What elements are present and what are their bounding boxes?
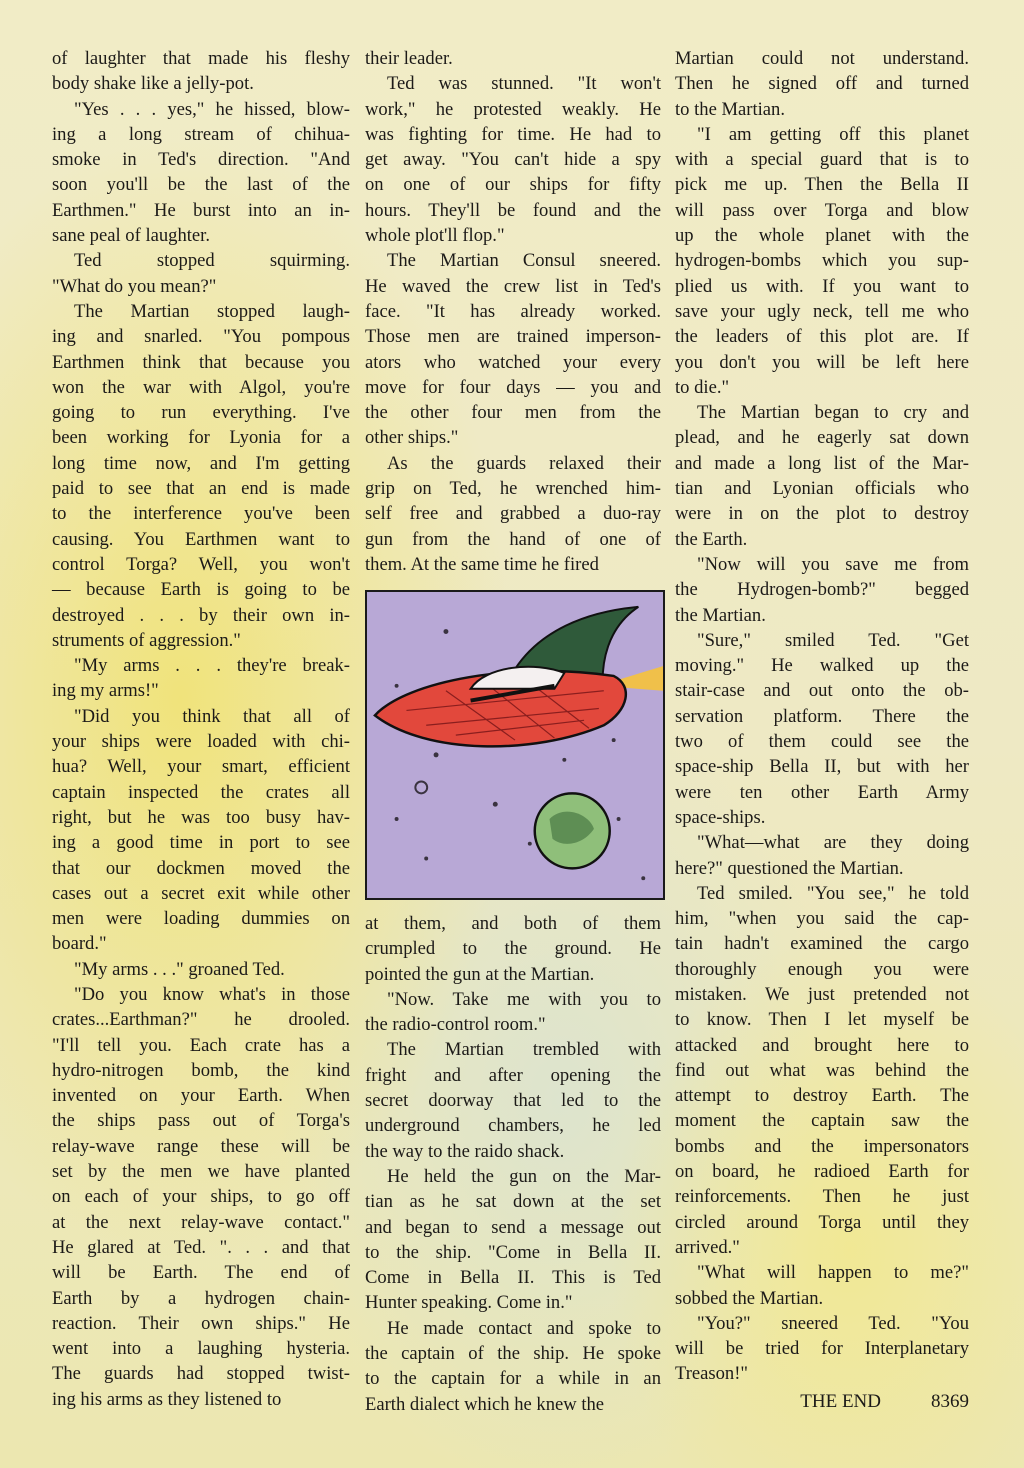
text-line: here?" questioned the Martian. [675, 857, 904, 879]
text-line: ing his arms as they listened to [52, 1388, 282, 1410]
text-line: underground chambers, he led [365, 1115, 661, 1137]
text-line: and began to send a message out [365, 1216, 661, 1238]
paragraph [365, 71, 661, 248]
text-line: at them, and both of them [365, 913, 661, 934]
text-line: He held the gun on the Mar- [387, 1165, 661, 1187]
text-line: He glared at Ted. ". . . and that [52, 1236, 350, 1258]
text-line: ators who watched your every [365, 351, 661, 373]
text-line: space-ship Bella II, but with her [675, 756, 969, 778]
text-line: sobbed the Martian. [675, 1287, 824, 1309]
text-line: paid to see that an end is made [52, 478, 350, 500]
paragraph [365, 1164, 661, 1316]
text-line: on each of your ships, to go off [52, 1186, 350, 1208]
text-line: stair-case and out onto the ob- [675, 680, 969, 702]
paragraph [675, 628, 969, 830]
paragraph [52, 248, 350, 299]
text-line: — because Earth is going to be [52, 579, 350, 601]
text-line: the radio-control room." [365, 1014, 546, 1036]
text-line: attempt to destroy Earth. The [675, 1085, 969, 1107]
text-line: "You?" sneered Ted. "You [697, 1312, 969, 1334]
text-line: "Yes . . . yes," he hissed, blow- [74, 98, 350, 120]
text-column-2-bottom [365, 911, 661, 1417]
paragraph [52, 653, 350, 704]
text-line: to know. Then I let myself be [675, 1009, 969, 1031]
text-line: "I am getting off this planet [697, 123, 969, 145]
text-line: "My arms . . ." groaned Ted. [74, 958, 285, 980]
text-line: mistaken. We just pretended not [675, 983, 969, 1005]
text-line: to the Martian. [675, 98, 785, 120]
text-line: He made contact and spoke to [387, 1317, 661, 1339]
text-line: circled around Torga until they [675, 1211, 969, 1233]
paragraph [52, 704, 350, 957]
text-line: captain inspected the crates all [52, 781, 350, 803]
text-line: fright and after opening the [365, 1064, 661, 1086]
text-line: reaction. Their own ships." He [52, 1312, 350, 1334]
text-line: the leaders of this plot are. If [675, 326, 969, 348]
text-line: The Martian stopped laugh- [74, 300, 350, 322]
text-line: "My arms . . . they're break- [74, 655, 350, 677]
paragraph [52, 982, 350, 1412]
text-line: space-ships. [675, 806, 766, 828]
text-line: the ships pass out of Torga's [52, 1110, 350, 1132]
text-line: right, but he was too busy hav- [52, 806, 350, 828]
text-line: were in on the plot to destroy [675, 503, 969, 525]
paragraph [52, 97, 350, 249]
text-line: The Martian trembled with [387, 1039, 661, 1061]
text-line: grip on Ted, he wrenched him- [365, 478, 661, 500]
text-line: smoke in Ted's direction. "And [52, 149, 350, 171]
text-line: move for four days — you and [365, 376, 661, 398]
text-line: get away. "You can't hide a spy [365, 149, 661, 171]
text-line: the captain of the ship. He spoke [365, 1343, 661, 1365]
text-line: Ted was stunned. "It won't [387, 73, 661, 95]
text-line: Those men are trained imperson- [365, 326, 661, 348]
text-line: went into a laughing hysteria. [52, 1338, 350, 1360]
text-line: The Martian Consul sneered. [387, 250, 661, 272]
text-line: hours. They'll be found and the [365, 199, 661, 221]
text-line: at the next relay-wave contact." [52, 1211, 350, 1233]
text-line: Hunter speaking. Come in." [365, 1292, 573, 1314]
text-line: secret doorway that led to the [365, 1090, 661, 1112]
text-line: the Earth. [675, 528, 748, 550]
text-line: will be tried for Interplanetary [675, 1338, 969, 1360]
page-code: 8369 [931, 1390, 969, 1412]
text-line: "What do you mean?" [52, 275, 217, 297]
paragraph [675, 122, 969, 400]
text-line: the way to the raido shack. [365, 1140, 565, 1162]
text-line: Ted stopped squirming. [74, 250, 350, 272]
text-line: destroyed . . . by their own in- [52, 604, 350, 626]
text-line: Martian could not understand. [675, 48, 969, 69]
text-line: will pass over Torga and blow [675, 199, 969, 221]
text-line: on one of our ships for fifty [365, 174, 661, 196]
paragraph [675, 400, 969, 552]
text-line: two of them could see the [675, 731, 969, 753]
text-line: tian as he sat down at the set [365, 1191, 661, 1213]
story-footer [675, 1389, 969, 1414]
text-line: the Martian. [675, 604, 766, 626]
text-line: whole plot'll flop." [365, 225, 505, 247]
paragraph [365, 987, 661, 1038]
text-line: As the guards relaxed their [387, 452, 661, 474]
text-line: pick me up. Then the Bella II [675, 174, 969, 196]
text-line: plead, and he eagerly sat down [675, 427, 969, 449]
text-line: your ships were loaded with chi- [52, 731, 350, 753]
text-line: were ten other Earth Army [675, 781, 969, 803]
text-line: going to run everything. I've [52, 402, 350, 424]
text-line: pointed the gun at the Martian. [365, 963, 595, 985]
text-line: tain hadn't examined the cargo [675, 933, 969, 955]
text-line: to the captain for a while in an [365, 1368, 661, 1390]
text-line: moment the captain saw the [675, 1110, 969, 1132]
text-line: soon you'll be the last of the [52, 174, 350, 196]
text-line: sane peal of laughter. [52, 225, 210, 247]
paragraph [365, 451, 661, 577]
text-line: "Did you think that all of [74, 705, 350, 727]
paragraph [365, 248, 661, 450]
text-line: The Martian began to cry and [697, 402, 969, 424]
text-line: "Sure," smiled Ted. "Get [697, 629, 969, 651]
paragraph [675, 1260, 969, 1311]
text-line: hua? Well, your smart, efficient [52, 756, 350, 778]
text-line: "Now. Take me with you to [387, 988, 661, 1010]
text-line: save your ugly neck, tell me who [675, 300, 969, 322]
text-line: him, "when you said the cap- [675, 908, 969, 930]
text-line: tian and Lyonian officials who [675, 478, 969, 500]
spaceship-planet-artwork [367, 592, 663, 898]
text-line: servation platform. There the [675, 705, 969, 727]
text-line: Earthmen." He burst into an in- [52, 199, 350, 221]
spaceship-illustration [365, 590, 665, 900]
text-line: ing a good time in port to see [52, 832, 350, 854]
paragraph [52, 299, 350, 653]
text-line: men were loading dummies on [52, 908, 350, 930]
text-column-1 [52, 46, 350, 1412]
paragraph [675, 830, 969, 881]
text-line: "Now will you save me from [697, 553, 969, 575]
text-line: you don't you will be left here [675, 351, 969, 373]
text-line: ing my arms!" [52, 680, 159, 702]
paragraph [365, 46, 661, 71]
text-line: moving." He walked up the [675, 655, 969, 677]
paragraph [365, 1037, 661, 1163]
text-line: "What—what are they doing [697, 832, 969, 854]
text-line: Earthmen think that because you [52, 351, 350, 373]
text-line: "What will happen to me?" [697, 1262, 969, 1284]
text-line: arrived." [675, 1236, 740, 1258]
paragraph [52, 957, 350, 982]
text-line: Earth dialect which he knew the [365, 1393, 605, 1415]
paragraph [675, 881, 969, 1260]
text-line: Ted smiled. "You see," he told [697, 882, 969, 904]
text-line: them. At the same time he fired [365, 553, 599, 575]
text-line: thoroughly enough you were [675, 958, 969, 980]
text-line: causing. You Earthmen want to [52, 528, 350, 550]
text-line: to the interference you've been [52, 503, 350, 525]
text-line: with a special guard that is to [675, 149, 969, 171]
text-line: board." [52, 933, 107, 955]
text-line: of laughter that made his fleshy [52, 48, 350, 69]
text-line: set by the men we have planted [52, 1161, 350, 1183]
text-line: bombs and the impersonators [675, 1135, 969, 1157]
text-line: long time now, and I'm getting [52, 452, 350, 474]
text-line: will be Earth. The end of [52, 1262, 350, 1284]
paragraph [675, 1311, 969, 1387]
paragraph [52, 46, 350, 97]
text-line: Then he signed off and turned [675, 73, 969, 95]
text-line: the Hydrogen-bomb?" begged [675, 579, 969, 601]
text-column-2-top [365, 46, 661, 577]
text-line: was fighting for time. He had to [365, 123, 661, 145]
text-line: Treason!" [675, 1363, 749, 1385]
text-line: attacked and brought here to [675, 1034, 969, 1056]
text-line: crates...Earthman?" he drooled. [52, 1009, 350, 1031]
text-line: Come in Bella II. This is Ted [365, 1267, 661, 1289]
paragraph [675, 46, 969, 122]
text-line: reinforcements. Then he just [675, 1186, 969, 1208]
text-line: gun from the hand of one of [365, 528, 661, 550]
text-line: invented on your Earth. When [52, 1085, 350, 1107]
paragraph [675, 552, 969, 628]
the-end-label: THE END [800, 1390, 881, 1412]
paragraph [365, 911, 661, 987]
text-line: to die." [675, 376, 730, 398]
text-line: the other four men from the [365, 402, 661, 424]
text-line: crumpled to the ground. He [365, 938, 661, 960]
text-line: The guards had stopped twist- [52, 1363, 350, 1385]
text-line: "Do you know what's in those [74, 983, 350, 1005]
text-line: and made a long list of the Mar- [675, 452, 969, 474]
text-column-3 [675, 46, 969, 1414]
text-line: He waved the crew list in Ted's [365, 275, 661, 297]
text-line: control Torga? Well, you won't [52, 553, 350, 575]
text-line: their leader. [365, 48, 453, 69]
text-line: hydrogen-bombs which you sup- [675, 250, 969, 272]
text-line: find out what was behind the [675, 1059, 969, 1081]
text-line: ing and snarled. "You pompous [52, 326, 350, 348]
text-line: "I'll tell you. Each crate has a [52, 1034, 350, 1056]
text-line: hydro-nitrogen bomb, the kind [52, 1059, 350, 1081]
text-line: work," he protested weakly. He [365, 98, 661, 120]
text-line: plied us with. If you want to [675, 275, 969, 297]
text-line: ing a long stream of chihua- [52, 123, 350, 145]
text-line: self free and grabbed a duo-ray [365, 503, 661, 525]
text-line: on board, he radioed Earth for [675, 1161, 969, 1183]
text-line: cases out a secret exit while other [52, 882, 350, 904]
text-line: Earth by a hydrogen chain- [52, 1287, 350, 1309]
text-line: won the war with Algol, you're [52, 376, 350, 398]
text-line: been working for Lyonia for a [52, 427, 350, 449]
text-line: face. "It has already worked. [365, 300, 661, 322]
paragraph [365, 1316, 661, 1417]
text-line: that our dockmen moved the [52, 857, 350, 879]
text-line: up the whole planet with the [675, 225, 969, 247]
text-line: to the ship. "Come in Bella II. [365, 1241, 661, 1263]
text-line: relay-wave range these will be [52, 1135, 350, 1157]
text-line: other ships." [365, 427, 459, 449]
text-line: body shake like a jelly-pot. [52, 73, 254, 95]
text-line: struments of aggression." [52, 629, 241, 651]
